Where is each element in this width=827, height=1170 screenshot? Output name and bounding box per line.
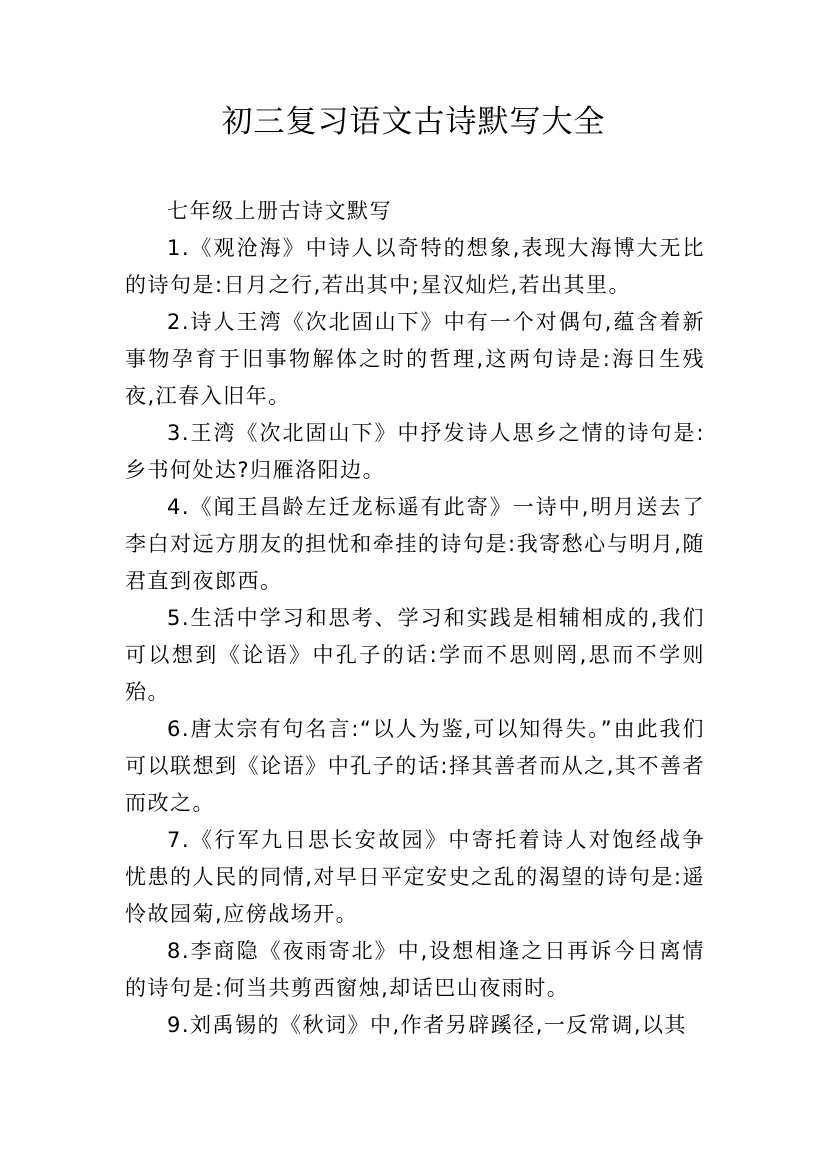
question-paragraph-6: 6.唐太宗有句名言:“以人为鉴,可以知得失。”由此我们可以联想到《论语》中孔子的话:择其善者而从之,其不善者而改之。 [125, 717, 705, 815]
question-paragraph-1: 1.《观沧海》中诗人以奇特的想象,表现大海博大无比的诗句是:日月之行,若出其中;星汉灿烂,若出其里。 [125, 236, 705, 297]
question-paragraph-7: 7.《行军九日思长安故园》中寄托着诗人对饱经战争忧患的人民的同情,对早日平定安史之乱的渴望的诗句是:遥怜故园菊,应傍战场开。 [125, 828, 705, 926]
question-paragraph-4: 4.《闻王昌龄左迁龙标遥有此寄》一诗中,明月送去了李白对远方朋友的担忧和牵挂的诗句是:我寄愁心与明月,随君直到夜郎西。 [125, 495, 705, 593]
question-paragraph-3: 3.王湾《次北固山下》中抒发诗人思乡之情的诗句是:乡书何处达?归雁洛阳边。 [125, 421, 705, 482]
document-body [125, 193, 705, 1044]
question-paragraph-2: 2.诗人王湾《次北固山下》中有一个对偶句,蕴含着新事物孕育于旧事物解体之时的哲理,这两句诗是:海日生残夜,江春入旧年。 [125, 310, 705, 408]
question-paragraph-5: 5.生活中学习和思考、学习和实践是相辅相成的,我们可以想到《论语》中孔子的话:学而不思则罔,思而不学则殆。 [125, 606, 705, 704]
section-heading: 七年级上册古诗文默写 [167, 199, 392, 223]
document-title: 初三复习语文古诗默写大全 [221, 104, 606, 140]
question-paragraph-9: 9.刘禹锡的《秋词》中,作者另辟蹊径,一反常调,以其 [167, 1013, 688, 1037]
question-paragraph-8: 8.李商隐《夜雨寄北》中,设想相逢之日再诉今日离情的诗句是:何当共剪西窗烛,却话巴山夜雨时。 [125, 939, 705, 1000]
